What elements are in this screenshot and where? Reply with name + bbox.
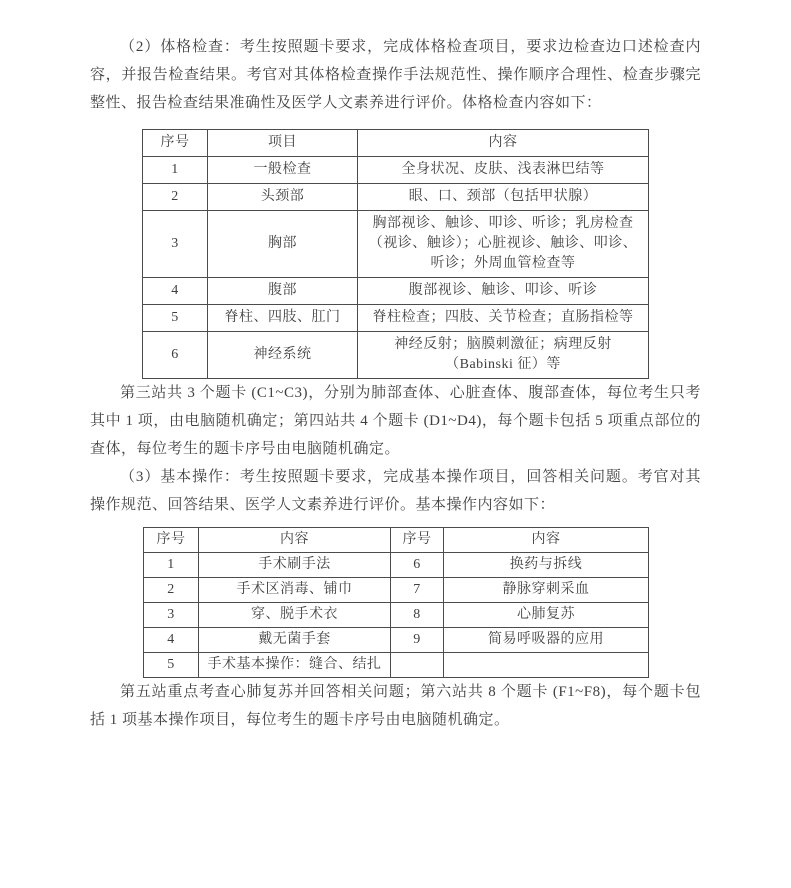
table-cell: 手术基本操作：缝合、结扎 — [199, 653, 391, 678]
table-header-cell: 内容 — [444, 528, 649, 553]
table-cell: 2 — [143, 184, 208, 211]
table-cell: 4 — [143, 278, 208, 305]
table-cell: 脊柱检查；四肢、关节检查；直肠指检等 — [358, 305, 649, 332]
table-cell: 6 — [391, 553, 444, 578]
table-cell: 1 — [144, 553, 199, 578]
table-row — [143, 157, 649, 184]
table-header-cell: 项目 — [208, 130, 358, 157]
table-row — [144, 603, 649, 628]
table-row — [144, 653, 649, 678]
table-header-cell: 序号 — [143, 130, 208, 157]
table-cell: 头颈部 — [208, 184, 358, 211]
physical-exam-table — [142, 129, 649, 379]
table-row — [143, 332, 649, 379]
basic-operations-table — [143, 527, 649, 678]
table-cell: 1 — [143, 157, 208, 184]
table-cell: 心肺复苏 — [444, 603, 649, 628]
table-cell: 7 — [391, 578, 444, 603]
table-cell: 简易呼吸器的应用 — [444, 628, 649, 653]
table-cell: 5 — [143, 305, 208, 332]
table-row — [143, 211, 649, 278]
table-cell: 6 — [143, 332, 208, 379]
table-cell: 手术刷手法 — [199, 553, 391, 578]
table-cell: 4 — [144, 628, 199, 653]
table-row — [144, 628, 649, 653]
table-cell: 9 — [391, 628, 444, 653]
table-cell: 穿、脱手术衣 — [199, 603, 391, 628]
table-header-cell: 序号 — [391, 528, 444, 553]
table-cell: 3 — [143, 211, 208, 278]
table-cell: 胸部视诊、触诊、叩诊、听诊；乳房检查（视诊、触诊）；心脏视诊、触诊、叩诊、听诊；外周血管检查等 — [358, 211, 649, 278]
table-cell: 一般检查 — [208, 157, 358, 184]
table-row — [143, 305, 649, 332]
table-cell: 腹部 — [208, 278, 358, 305]
paragraph-basic-operations-intro: （3）基本操作：考生按照题卡要求，完成基本操作项目，回答相关问题。考官对其操作规范、回答结果、医学人文素养进行评价。基本操作内容如下： — [90, 469, 701, 513]
table-cell: 8 — [391, 603, 444, 628]
table-row — [143, 278, 649, 305]
table-row — [143, 184, 649, 211]
table-cell: 戴无菌手套 — [199, 628, 391, 653]
table-cell: 换药与拆线 — [444, 553, 649, 578]
table-header-cell: 内容 — [358, 130, 649, 157]
table-header-row — [144, 528, 649, 553]
paragraph-physical-exam-intro: （2）体格检查：考生按照题卡要求，完成体格检查项目，要求边检查边口述检查内容，并报告检查结果。考官对其体格检查操作手法规范性、操作顺序合理性、检查步骤完整性、报告检查结果准确性及医学人文素养进行评价。体格检查内容如下： — [90, 39, 701, 111]
table-cell: 3 — [144, 603, 199, 628]
table-cell: 神经系统 — [208, 332, 358, 379]
table-cell — [444, 653, 649, 678]
table-cell: 脊柱、四肢、肛门 — [208, 305, 358, 332]
table-cell: 5 — [144, 653, 199, 678]
paragraph-station-3-4: 第三站共 3 个题卡 (C1~C3)，分别为肺部查体、心脏查体、腹部查体，每位考生只考其中 1 项，由电脑随机确定；第四站共 4 个题卡 (D1~D4)，每个题卡包括 5 项重点部位的查体，每位考生的题卡序号由电脑随机确定。 — [90, 385, 701, 457]
paragraph-station-5-6: 第五站重点考查心肺复苏并回答相关问题；第六站共 8 个题卡 (F1~F8)，每个题卡包括 1 项基本操作项目，每位考生的题卡序号由电脑随机确定。 — [90, 684, 701, 728]
table-cell: 眼、口、颈部（包括甲状腺） — [358, 184, 649, 211]
table-cell: 2 — [144, 578, 199, 603]
table-cell: 胸部 — [208, 211, 358, 278]
table-header-cell: 内容 — [199, 528, 391, 553]
table-cell — [391, 653, 444, 678]
table-header-cell: 序号 — [144, 528, 199, 553]
table-cell: 全身状况、皮肤、浅表淋巴结等 — [358, 157, 649, 184]
table-header-row — [143, 130, 649, 157]
table-row — [144, 553, 649, 578]
table-cell: 手术区消毒、铺巾 — [199, 578, 391, 603]
table-cell: 神经反射；脑膜刺激征；病理反射（Babinski 征）等 — [358, 332, 649, 379]
table-row — [144, 578, 649, 603]
table-cell: 静脉穿刺采血 — [444, 578, 649, 603]
table-cell: 腹部视诊、触诊、叩诊、听诊 — [358, 278, 649, 305]
